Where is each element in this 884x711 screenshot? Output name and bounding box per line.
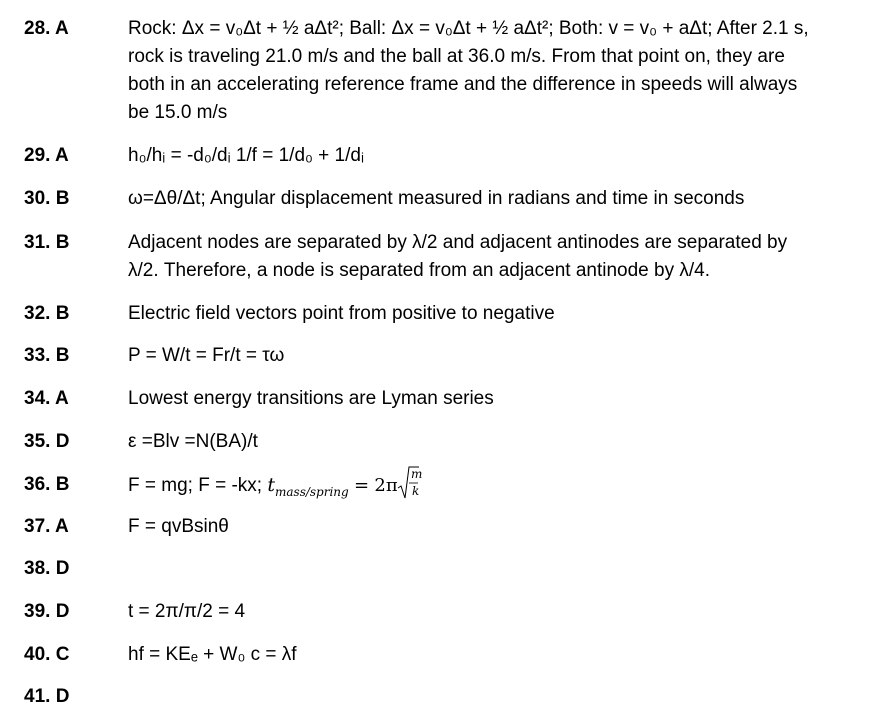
formula-prefix: F = mg; F = -kx; (128, 475, 263, 496)
explanation-line: Electric field vectors point from positive to negative (128, 303, 555, 324)
formula-coefficient: 2π (374, 475, 398, 496)
explanation-line: λ/2. Therefore, a node is separated from an adjacent antinode by λ/4. (128, 260, 710, 281)
answer-number: 31. B (24, 232, 70, 253)
answer-explanation (128, 428, 876, 456)
answer-explanation (128, 385, 876, 413)
explanation-line: both in an accelerating reference frame and the difference in speeds will always (128, 74, 798, 95)
explanation-line: Adjacent nodes are separated by λ/2 and adjacent antinodes are separated by (128, 232, 788, 253)
explanation-line: t = 2π/π/2 = 4 (128, 601, 246, 622)
answer-number: 34. A (24, 388, 69, 409)
answer-explanation (128, 466, 876, 506)
formula-t-subscript: mass/spring (275, 484, 349, 499)
formula-equals: = (354, 475, 370, 496)
answer-explanation (128, 229, 876, 285)
answer-number: 39. D (24, 601, 70, 622)
fraction-numerator: m (410, 466, 423, 481)
answer-number: 29. A (24, 145, 69, 166)
explanation-line: ε =Blv =N(BA)/t (128, 431, 258, 452)
answer-explanation (128, 142, 876, 170)
explanation-line: h₀/hᵢ = -d₀/dᵢ 1/f = 1/d₀ + 1/dᵢ (128, 145, 364, 166)
explanation-line: F = qvBsinθ (128, 516, 229, 537)
answer-number: 32. B (24, 303, 70, 324)
explanation-line: ω=Δθ/Δt; Angular displacement measured in radians and time in seconds (128, 188, 745, 209)
explanation-line (128, 466, 876, 506)
fraction-denominator: k (411, 483, 420, 498)
answer-number: 41. D (24, 686, 70, 707)
sqrt-fraction (403, 466, 425, 500)
answer-number: 35. D (24, 431, 70, 452)
answer-number: 38. D (24, 558, 70, 579)
formula-t: t (267, 474, 275, 496)
answer-number: 30. B (24, 188, 70, 209)
answer-explanation (128, 598, 876, 626)
explanation-line: Rock: Δx = v₀Δt + ½ aΔt²; Ball: Δx = v₀Δt + ½ aΔt²; Both: v = v₀ + aΔt; After 2.1 s, (128, 18, 809, 39)
explanation-line: be 15.0 m/s (128, 102, 228, 123)
answer-number: 37. A (24, 516, 69, 537)
explanation-line: P = W/t = Fr/t = τω (128, 345, 285, 366)
explanation-line: Lowest energy transitions are Lyman series (128, 388, 494, 409)
answer-explanation (128, 185, 876, 213)
answer-number: 33. B (24, 345, 70, 366)
explanation-line: hf = KEₑ + W₀ c = λf (128, 644, 297, 665)
answer-explanation (128, 300, 876, 328)
answer-explanation (128, 641, 876, 669)
answer-explanation (128, 342, 876, 370)
answer-number: 40. C (24, 644, 70, 665)
answer-explanation (128, 513, 876, 541)
answer-explanation (128, 15, 876, 127)
answer-number: 36. B (24, 474, 70, 495)
explanation-line: rock is traveling 21.0 m/s and the ball at 36.0 m/s. From that point on, they are (128, 46, 785, 67)
answer-number: 28. A (24, 18, 69, 39)
